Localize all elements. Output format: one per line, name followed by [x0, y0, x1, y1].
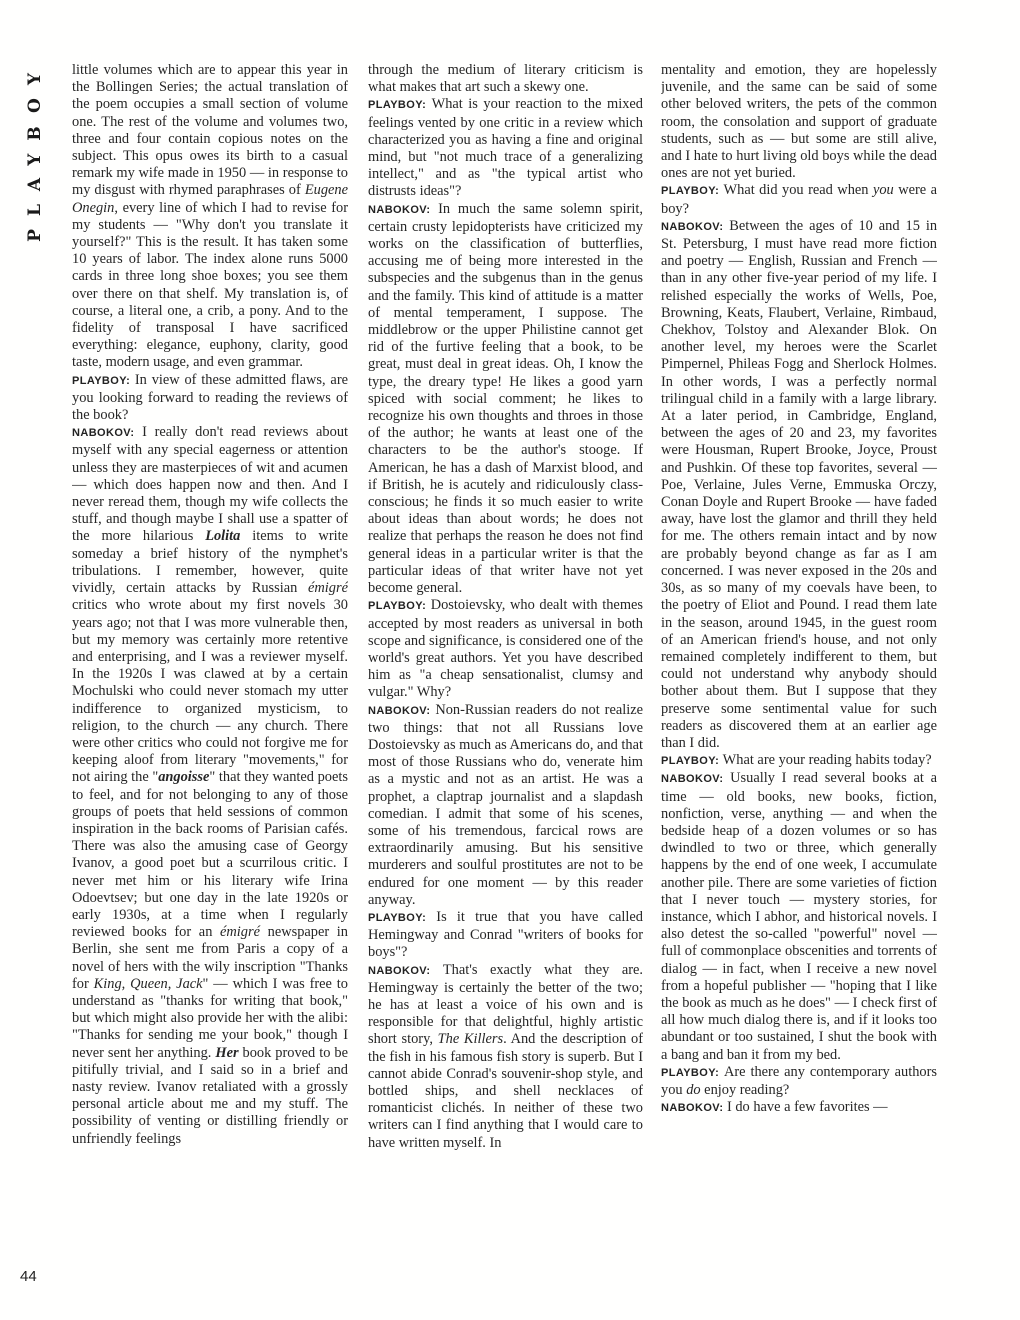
paragraph	[72, 372, 348, 425]
text-run: do	[686, 1081, 701, 1098]
paragraph	[368, 62, 643, 96]
speaker-label: NABOKOV:	[661, 773, 731, 786]
text-run: items to write someday a brief history of the nymphet's tribulations. I remember, however, quite vividly, certain attacks by Russian	[72, 528, 348, 597]
text-run: critics who wrote about my first novels 30 years ago; not that I was more vulnerable then, but my memory was certainly more retentive and enterprising, and I was a reviewer myself. In the 1920s I was clawed at by a certain Mochulski who could never stomach my utter indifference to organized mysticism, to religion, to the church — any church. There were other critics who could not forgive me for keeping aloof from literary "movements," for not airing the "	[72, 597, 348, 786]
paragraph	[368, 96, 643, 200]
paragraph	[661, 770, 937, 1063]
text-column-3	[661, 62, 937, 1298]
text-run: were a boy?	[661, 182, 937, 217]
text-run: you	[872, 182, 894, 199]
text-run: Lolita	[205, 528, 241, 545]
text-run: " — which I was free to understand as "thanks for writing that book," but which might also provide her with the alibi: "Thanks for sending me your book," though I never sent her anything.	[72, 975, 348, 1061]
text-run: Usually I read several books at a time — old books, new books, fiction, nonfiction, verse, anything — and when the bedside heap of a dozen volumes or so has dwindled to two or three, which generally happens by the end of one week, I accumulate another pile. There are some varieties of fiction that I never touch — mystery stories, for instance, which I abhor, and historical novels. I also detest the so-called "powerful" novel — full of commonplace obscenities and torrents of dialog — in fact, when I receive a new novel from a hopeful publisher — "hoping that I like the book as much as he does" — I check first of all how much dialog there is, and if it looks too abundant or too sustained, I shut the book with a bang and ban it from my bed.	[661, 770, 937, 1063]
text-run: émigré	[220, 924, 260, 941]
speaker-label: NABOKOV:	[368, 704, 436, 717]
text-run: Non-Russian readers do not realize two things: that not all Russians love Dostoievsky as much as Americans do, and that most of those Russians who do, venerate him as a mystic and not as an artist. He was a prophet, a claptrap journalist and a slapdash comedian. I admit that some of his scenes, some of his tremendous, farcical rows are extraordinarily amusing. But his sensitive murderers and soulful prostitutes are not to be endured for one moment — by this reader anyway.	[368, 701, 643, 908]
text-run: book proved to be pitifully trivial, and I said so in a brief and nasty review. Ivanov retaliated with a grossly personal article about me and my stuff. The possibility of venting or distilling friendly or unfriendly feelings	[72, 1044, 348, 1147]
paragraph	[661, 1064, 937, 1099]
text-run: I really don't read reviews about myself with any special eagerness or attention unless they are masterpieces of wit and acumen — which does happen now and then. And I never reread them, though my wife collects the stuff, and though maybe I shall use a spatter of the more hilarious	[72, 424, 348, 545]
text-run: Is it true that you have called Hemingway and Conrad "writers of books for boys"?	[368, 908, 643, 961]
text-run: , every line of which I had to revise for my students — "Why don't you translate it yourself?" This is the result. It has taken some 10 years of labor. The index alone runs 5000 cards in three long shoe boxes; you see them over there on that shelf. My translation is, of course, a literal one, a crib, a pony. And to the fidelity of transposal I have sacrificed everything: elegance, euphony, clarity, good taste, modern usage, and even grammar.	[72, 199, 348, 371]
speaker-label: PLAYBOY:	[368, 600, 431, 613]
text-run: In much the same solemn spirit, certain crusty lepidopterists have criticized my works on the classification of butterflies, accusing me of being more interested in the subspecies and the subgenus than in the genus and the family. This kind of attitude is a matter of mental temperament, I suppose. The middlebrow or the upper Philistine cannot get rid of the furtive feeling that a book, to be great, must deal in great ideas. Oh, I know the type, the dreary type! He likes a good yarn spiced with social comment; he likes to recognize his own thoughts and throes in those of the author; he wants at least one of the characters to be the author's stooge. If American, he has a dash of Marxist blood, and if British, he is acutely and ridiculously class-conscious; he finds it so much easier to write about ideas than about words; he does not realize that perhaps the reason he does not find general ideas in a particular writer is that the particular ideas of that writer have not yet become general.	[368, 200, 643, 597]
paragraph	[368, 201, 643, 598]
speaker-label: PLAYBOY:	[368, 911, 437, 924]
text-run: Are there any contemporary authors you	[661, 1063, 937, 1098]
paragraph	[661, 1099, 937, 1117]
text-run: little volumes which are to appear this year in the Bollingen Series; the actual translation of the poem occupies a small section of volume one. The rest of the volume and volumes two, three and four contain copious notes on the subject. This opus owes its birth to a casual remark my wife made in 1950 — in response to my disgust with rhymed paraphrases of	[72, 62, 348, 199]
text-run: What is your reaction to the mixed feelings vented by one critic in a review which characterized you as having a fine and original mind, but "not much trace of a generalizing intellect," and as "the typical artist who distrusts ideas"?	[368, 96, 643, 200]
speaker-label: PLAYBOY:	[661, 755, 723, 768]
magazine-masthead: PLAYBOY	[25, 60, 45, 242]
speaker-label: PLAYBOY:	[72, 374, 135, 387]
text-run: I do have a few favorites —	[726, 1099, 888, 1116]
paragraph	[368, 702, 643, 909]
paragraph	[368, 962, 643, 1152]
paragraph	[661, 62, 937, 182]
speaker-label: PLAYBOY:	[661, 185, 724, 198]
speaker-label: NABOKOV:	[661, 1102, 727, 1115]
text-run: Dostoievsky, who dealt with themes accepted by most readers as universal in both scope and significance, is considered one of the world's great authors. Yet you have described him as "a cheap sensationalist, clumsy and vulgar." Why?	[368, 597, 643, 701]
speaker-label: PLAYBOY:	[368, 99, 432, 112]
text-run: What are your reading habits today?	[722, 752, 932, 769]
text-run: What did you read when	[723, 182, 873, 199]
text-run: émigré	[308, 580, 348, 597]
text-run: In view of these admitted flaws, are you looking forward to reading the reviews of the book?	[72, 371, 348, 424]
text-run: . And the description of the fish in his famous fish story is superb. But I cannot abide Conrad's souvenir-shop style, and bottled ships, and shell necklaces of romanticist clichés. In neither of these two writers can I find anything that I would care to have written myself. In	[368, 1031, 643, 1151]
text-run: That's exactly what they are. Hemingway is certainly the better of the two; he has at least a voice of his own and is responsible for that delightful, highly artistic short story,	[368, 961, 643, 1048]
text-run: through the medium of literary criticism is what makes that art such a skewy one.	[368, 62, 643, 96]
text-run: The Killers	[437, 1031, 504, 1048]
speaker-label: PLAYBOY:	[661, 1066, 724, 1079]
speaker-label: NABOKOV:	[661, 220, 730, 233]
paragraph	[661, 182, 937, 217]
text-column-1	[72, 62, 348, 1298]
paragraph	[661, 752, 937, 770]
text-run: newspaper in Berlin, she sent me from Paris a copy of a novel of hers with the wily inscription "Thanks for	[72, 924, 348, 992]
text-run: Her	[215, 1044, 239, 1061]
speaker-label: NABOKOV:	[72, 427, 143, 440]
paragraph	[368, 909, 643, 962]
speaker-label: NABOKOV:	[368, 203, 439, 216]
speaker-label: NABOKOV:	[368, 964, 443, 977]
paragraph	[72, 424, 348, 1148]
paragraph	[368, 597, 643, 701]
text-column-2	[368, 62, 643, 1298]
text-run: Eugene Onegin	[72, 182, 348, 216]
text-run: " that they wanted poets to feel, and for not belonging to any of those groups of poets that held sessions of common inspiration in the back rooms of Parisian cafés. There was also the amusing case of Georgy Ivanov, a good poet but a scurrilous critic. I never met him or his literary wife Irina Odoevtsev; but one day in the late 1920s or early 1930s, at a time when I regularly reviewed books for an	[72, 769, 348, 941]
paragraph	[72, 62, 348, 372]
text-run: enjoy reading?	[700, 1081, 790, 1098]
page-number: 44	[20, 1268, 37, 1285]
text-run: mentality and emotion, they are hopelessly juvenile, and the same can be said of some other beloved writers, the pets of the common room, the consolation and support of graduate students, such as — but some are still alive, and I hate to hurt living old boys while the dead ones are not yet buried.	[661, 62, 937, 182]
text-run: King, Queen, Jack	[93, 975, 203, 992]
text-run: Between the ages of 10 and 15 in St. Petersburg, I must have read more fiction and poetry — English, Russian and French — than in any other five-year period of my life. I relished especially the works of Wells, Poe, Browning, Keats, Flaubert, Verlaine, Rimbaud, Chekhov, Tolstoy and Alexander Blok. On another level, my heroes were the Scarlet Pimpernel, Phileas Fogg and Sherlock Holmes. In other words, I was a perfectly normal trilingual child in a family with a large library. At a later period, in Cambridge, England, between the ages of 20 and 23, my favorites were Housman, Rupert Brooke, Joyce, Proust and Pushkin. Of these top favorites, several — Poe, Verlaine, Jules Verne, Emmuska Orczy, Conan Doyle and Rupert Brooke — have faded away, have lost the glamor and thrill they held for me. The others remain intact and by now are probably beyond change as far as I am concerned. I was never exposed in the 20s and 30s, as so many of my coevals have been, to the poetry of Eliot and Pound. I read them late in the season, around 1945, in the guest room of an American friend's house, and not only remained completely indifferent to them, but could not understand why anybody should bother about them. But I suppose that they preserve some sentimental value for such readers as discovered them at an earlier age than I did.	[661, 217, 937, 751]
paragraph	[661, 218, 937, 752]
text-run: angoisse	[158, 769, 210, 786]
